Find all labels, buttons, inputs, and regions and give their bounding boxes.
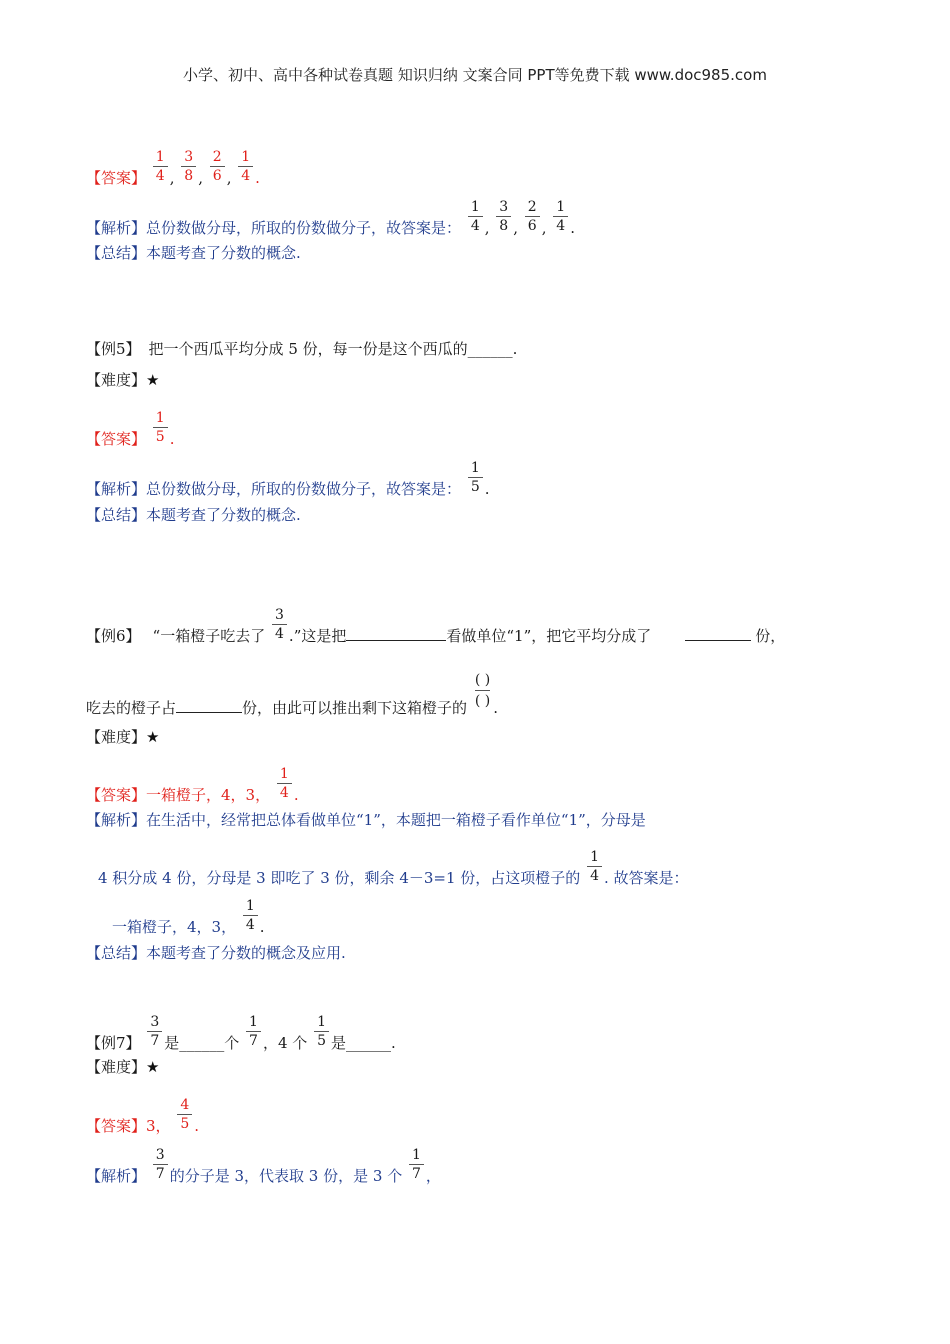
- fraction: $\frac{3}{7}$: [153, 1148, 168, 1181]
- summary-text: 本题考查了分数的概念.: [146, 506, 301, 524]
- analysis-text: 4 积分成 4 份，分母是 3 即吃了 3 份，剩余 4－3=1 份，占这项橙子的: [98, 869, 581, 887]
- question-text: 吃去的橙子占: [86, 699, 177, 717]
- fraction: $\frac{2}{6}$: [525, 200, 540, 233]
- analysis-text: 在生活中，经常把总体看做单位“1”，本题把一箱橙子看作单位“1”，分母是: [146, 811, 646, 829]
- page-header: 小学、初中、高中各种试卷真题 知识归纳 文案合同 PPT等免费下载 www.doc985.com: [183, 66, 767, 84]
- fraction: $\frac{2}{6}$: [210, 150, 225, 183]
- question-text: 看做单位“1”，把它平均分成了: [446, 627, 652, 645]
- block1-answer: 【答案】 $\frac{1}{4}$ , $\frac{3}{8}$ , $\frac{2}{6}$ , $\frac{1}{4}$ .: [86, 149, 260, 187]
- star-icon: ★: [146, 1058, 160, 1076]
- question-text: 是______.: [330, 1034, 396, 1052]
- example-label: 【例6】: [86, 627, 141, 645]
- ex6-analysis-line3: 一箱橙子，4，3， $\frac{1}{4}$ .: [112, 898, 265, 936]
- ex5-question: [86, 339, 517, 359]
- analysis-text: . 故答案是：: [604, 869, 689, 887]
- fraction: $\frac{1}{4}$: [553, 200, 568, 233]
- question-text: .”这是把: [288, 627, 347, 645]
- ex6-difficulty: [86, 727, 159, 747]
- analysis-tag: 【解析】: [86, 219, 147, 237]
- analysis-text: 总份数做分母，所取的份数做分子，故答案是：: [146, 219, 462, 237]
- difficulty-tag: 【难度】: [86, 371, 147, 389]
- fraction: $\frac{1}{4}$: [277, 767, 292, 800]
- summary-tag: 【总结】: [86, 244, 147, 262]
- question-text: 把一个西瓜平均分成 5 份，每一份是这个西瓜的______.: [148, 340, 518, 358]
- question-text: 是______个: [164, 1034, 240, 1052]
- question-text: 份，: [755, 627, 786, 645]
- question-text: 份，由此可以推出剩下这箱橙子的: [242, 699, 468, 717]
- summary-text: 本题考查了分数的概念及应用.: [146, 944, 346, 962]
- ex6-question-line2: 吃去的橙子占 份，由此可以推出剩下这箱橙子的 $\frac{( )}{( )}$ .: [86, 672, 498, 717]
- example-label: 【例7】: [86, 1034, 141, 1052]
- ex5-difficulty: [86, 370, 159, 390]
- analysis-tag: 【解析】: [86, 1167, 147, 1185]
- ex7-difficulty: [86, 1057, 159, 1077]
- blank-fraction: $\frac{( )}{( )}$: [474, 672, 491, 709]
- fraction: $\frac{1}{4}$: [587, 850, 602, 883]
- fraction: $\frac{1}{7}$: [246, 1015, 261, 1048]
- difficulty-tag: 【难度】: [86, 1058, 147, 1076]
- answer-tag: 【答案】: [86, 169, 147, 187]
- ex5-summary: [86, 505, 301, 525]
- ex6-analysis-line2: [98, 849, 689, 897]
- answer-tag: 【答案】: [86, 786, 147, 804]
- ex7-answer: 【答案】3， $\frac{4}{5}$ .: [86, 1097, 200, 1135]
- answer-text: 3，: [146, 1117, 171, 1135]
- fraction: $\frac{1}{5}$: [468, 461, 483, 494]
- summary-tag: 【总结】: [86, 944, 147, 962]
- ex5-answer: 【答案】 $\frac{1}{5}$ .: [86, 410, 175, 448]
- answer-text: 一箱橙子，4，3，: [146, 786, 271, 804]
- fraction: $\frac{3}{7}$: [147, 1015, 162, 1048]
- ex5-analysis: 【解析】总份数做分母，所取的份数做分子，故答案是： $\frac{1}{5}$ .: [86, 460, 490, 498]
- block1-summary: [86, 243, 301, 263]
- answer-blank: [685, 626, 751, 641]
- summary-text: 本题考查了分数的概念.: [146, 244, 301, 262]
- fraction: $\frac{1}{4}$: [468, 200, 483, 233]
- fraction: $\frac{1}{7}$: [409, 1148, 424, 1181]
- ex6-analysis-line1: [86, 810, 646, 830]
- ex7-analysis: [86, 1147, 441, 1195]
- answer-tag: 【答案】: [86, 1117, 147, 1135]
- fraction: $\frac{3}{4}$: [272, 608, 287, 641]
- answer-blank: [346, 626, 446, 641]
- analysis-text: 总份数做分母，所取的份数做分子，故答案是：: [146, 480, 462, 498]
- analysis-tag: 【解析】: [86, 811, 147, 829]
- fraction: $\frac{1}{5}$: [153, 411, 168, 444]
- fraction: $\frac{1}{5}$: [314, 1015, 329, 1048]
- ex6-summary: [86, 943, 346, 963]
- difficulty-tag: 【难度】: [86, 728, 147, 746]
- analysis-text: ，: [425, 1167, 441, 1185]
- fraction: $\frac{1}{4}$: [238, 150, 253, 183]
- star-icon: ★: [146, 371, 160, 389]
- fraction: $\frac{1}{4}$: [153, 150, 168, 183]
- fraction: $\frac{4}{5}$: [177, 1098, 192, 1131]
- fraction: $\frac{1}{4}$: [243, 899, 258, 932]
- analysis-text: 的分子是 3，代表取 3 份，是 3 个: [169, 1167, 403, 1185]
- ex6-question-line1: [86, 607, 786, 655]
- answer-blank: [176, 698, 242, 713]
- ex6-answer: 【答案】一箱橙子，4，3， $\frac{1}{4}$ .: [86, 766, 299, 804]
- analysis-text: 一箱橙子，4，3，: [112, 918, 237, 936]
- question-text: “一箱橙子吃去了: [152, 627, 266, 645]
- summary-tag: 【总结】: [86, 506, 147, 524]
- fraction: $\frac{3}{8}$: [181, 150, 196, 183]
- star-icon: ★: [146, 728, 160, 746]
- fraction: $\frac{3}{8}$: [496, 200, 511, 233]
- question-text: ，4 个: [262, 1034, 308, 1052]
- example-label: 【例5】: [86, 340, 141, 358]
- analysis-tag: 【解析】: [86, 480, 147, 498]
- block1-analysis: 【解析】总份数做分母，所取的份数做分子，故答案是： $\frac{1}{4}$ , $\frac{3}{8}$ , $\frac{2}{6}$ , $\frac{1}{4}$ .: [86, 199, 575, 237]
- answer-tag: 【答案】: [86, 430, 147, 448]
